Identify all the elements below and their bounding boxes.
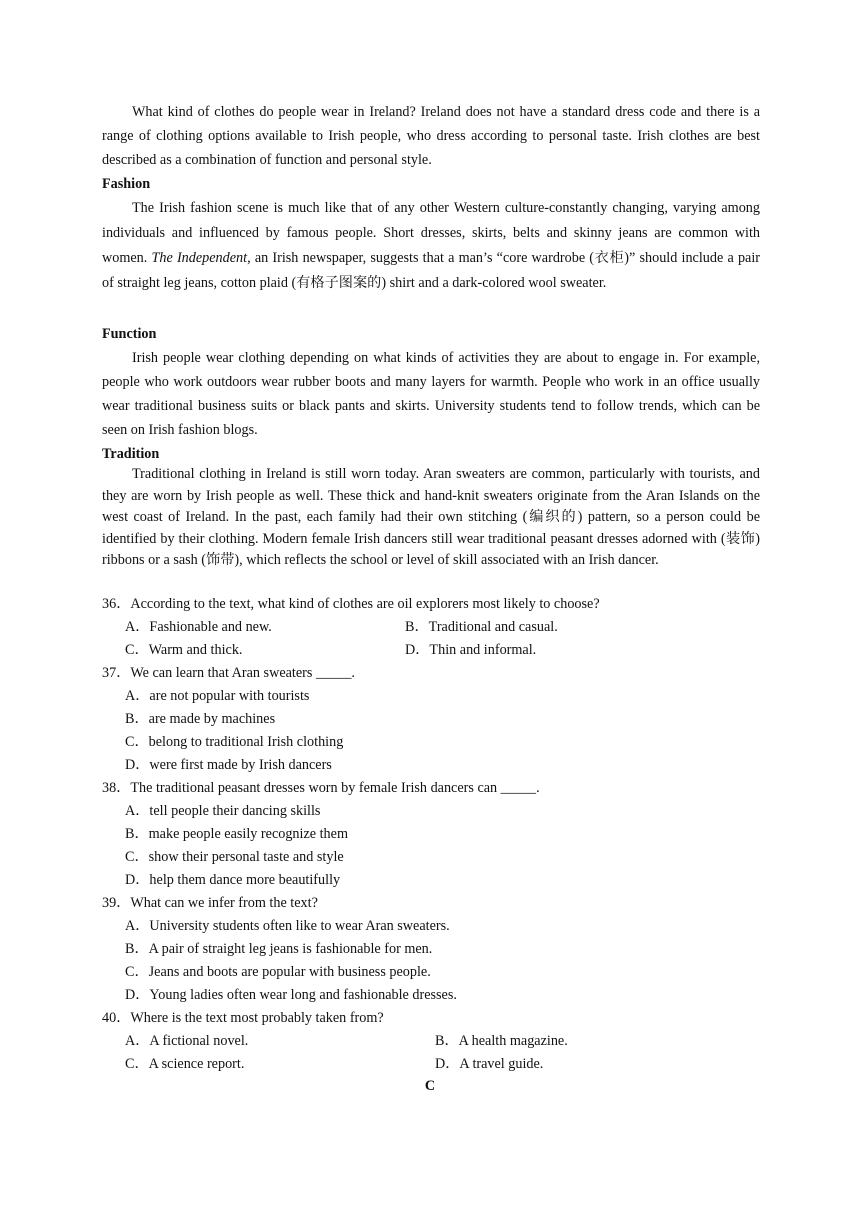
question-37-stem: 37．We can learn that Aran sweaters _____. bbox=[102, 665, 355, 681]
tradition-heading: Tradition bbox=[102, 446, 160, 462]
q39-option-d: D．Young ladies often wear long and fashionable dresses. bbox=[125, 987, 457, 1003]
q36-option-d: D．Thin and informal. bbox=[405, 642, 537, 658]
q38-option-b: B．make people easily recognize them bbox=[125, 826, 348, 842]
fashion-text-b: , an Irish newspaper, suggests that a man’s “core wardrobe (衣柜)” should include a pair of straight leg jeans, cotton plaid (有格子图案的) shirt and a dark-colored wool sweater. bbox=[102, 250, 760, 291]
q39-option-c: C．Jeans and boots are popular with business people. bbox=[125, 964, 431, 980]
q40-option-d: D．A travel guide. bbox=[435, 1056, 544, 1072]
question-39-stem: 39．What can we infer from the text? bbox=[102, 895, 318, 911]
function-heading: Function bbox=[102, 326, 157, 342]
q37-option-a: A．are not popular with tourists bbox=[125, 688, 310, 704]
q38-option-a: A．tell people their dancing skills bbox=[125, 803, 321, 819]
q36-option-a: A．Fashionable and new. bbox=[125, 619, 272, 635]
q36-option-b: B．Traditional and casual. bbox=[405, 619, 558, 635]
fashion-text-a: The Irish fashion scene is much like that of any other Western culture-constantly changing, varying among individuals and influenced by famous people. Short dresses, skirts, belts and skinny jeans are common with women. bbox=[102, 200, 760, 266]
q37-option-c: C．belong to traditional Irish clothing bbox=[125, 734, 344, 750]
newspaper-name: The Independent bbox=[151, 250, 248, 266]
q40-option-c: C．A science report. bbox=[125, 1056, 245, 1072]
function-paragraph: Irish people wear clothing depending on what kinds of activities they are about to engage in. For example, people who work outdoors wear rubber boots and many layers for warmth. People who work in an office usually wear traditional business suits or black pants and skirts. University students tend to follow trends, which can be seen on Irish fashion blogs. bbox=[102, 350, 760, 438]
q39-option-b: B．A pair of straight leg jeans is fashionable for men. bbox=[125, 941, 433, 957]
intro-paragraph: What kind of clothes do people wear in Ireland? Ireland does not have a standard dress code and there is a range of clothing options available to Irish people, who dress according to personal taste. Irish clothes are best described as a combination of function and personal style. bbox=[102, 104, 760, 168]
q36-option-c: C．Warm and thick. bbox=[125, 642, 243, 658]
q40-option-a: A．A fictional novel. bbox=[125, 1033, 249, 1049]
q38-option-c: C．show their personal taste and style bbox=[125, 849, 344, 865]
section-label-c: C bbox=[424, 1078, 436, 1094]
fashion-paragraph bbox=[102, 196, 760, 296]
q38-option-d: D．help them dance more beautifully bbox=[125, 872, 341, 888]
q39-option-a: A．University students often like to wear Aran sweaters. bbox=[125, 918, 450, 934]
question-36-stem: 36．According to the text, what kind of clothes are oil explorers most likely to choose? bbox=[102, 596, 600, 612]
q37-option-d: D．were first made by Irish dancers bbox=[125, 757, 332, 773]
q40-option-b: B．A health magazine. bbox=[435, 1033, 568, 1049]
fashion-heading: Fashion bbox=[102, 176, 151, 192]
q37-option-b: B．are made by machines bbox=[125, 711, 276, 727]
question-38-stem: 38．The traditional peasant dresses worn by female Irish dancers can _____. bbox=[102, 780, 540, 796]
question-40-stem: 40．Where is the text most probably taken from? bbox=[102, 1010, 384, 1026]
tradition-paragraph: Traditional clothing in Ireland is still worn today. Aran sweaters are common, particularly with tourists, and they are worn by Irish people as well. These thick and hand-knit sweaters originate from the Aran Islands on the west coast of Ireland. In the past, each family had their own stitching (编织的) pattern, so a person could be identified by their clothing. Modern female Irish dancers still wear traditional peasant dresses adorned with (装饰) ribbons or a sash (饰带), which reflects the school or level of skill associated with an Irish dancer. bbox=[102, 466, 760, 568]
